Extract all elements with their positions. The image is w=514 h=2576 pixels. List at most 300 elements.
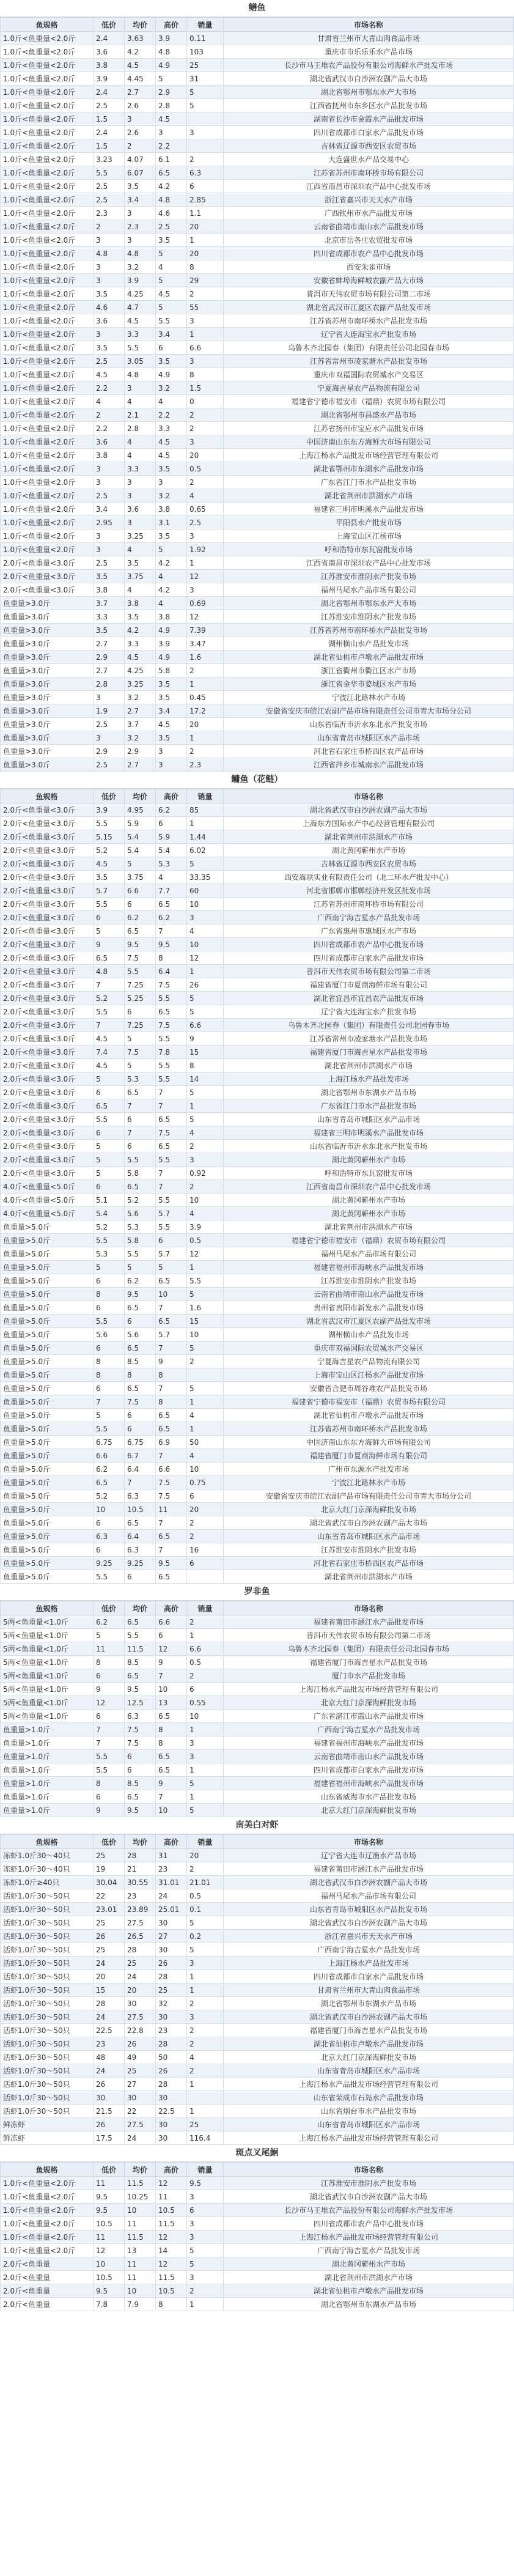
cell-avg: 6.3	[125, 1489, 156, 1503]
cell-spec: 1.0斤<鱼重量<2.0斤	[1, 2177, 94, 2190]
cell-market: 福建省厦门市海吉星水产品批发市场	[224, 1656, 514, 1669]
cell-high: 31	[156, 1849, 187, 1862]
cell-volume: 17.2	[187, 704, 224, 718]
cell-low: 7	[94, 1395, 125, 1409]
table-row	[1, 1557, 514, 1570]
cell-low: 3.7	[94, 597, 125, 610]
cell-volume: 8	[187, 1059, 224, 1072]
cell-volume: 15	[187, 1315, 224, 1328]
cell-spec: 1.0斤<鱼重量<2.0斤	[1, 59, 94, 72]
table-row	[1, 1086, 514, 1099]
cell-low: 3.8	[94, 59, 125, 72]
cell-avg: 27.5	[125, 1916, 156, 1930]
cell-avg: 20	[125, 1984, 156, 1997]
cell-spec: 1.0斤<鱼重量<2.0斤	[1, 516, 94, 530]
cell-spec: 鱼重量>5.0斤	[1, 1288, 94, 1301]
cell-spec: 1.0斤<鱼重量<2.0斤	[1, 489, 94, 503]
cell-low: 3	[94, 731, 125, 745]
cell-market: 湖北省仙桃市卢墩水产品批发市场	[224, 651, 514, 664]
cell-market: 广东省湛江市霞山水产品批发市场	[224, 1710, 514, 1723]
cell-low: 7	[94, 978, 125, 992]
cell-avg: 49	[125, 2051, 156, 2064]
cell-low: 3.5	[94, 341, 125, 355]
cell-high: 6	[156, 817, 187, 830]
cell-volume: 2	[187, 1140, 224, 1153]
cell-market: 湖南省长沙市金霞水产品批发市场	[224, 113, 514, 126]
cell-spec: 2.0斤<鱼重量<3.0斤	[1, 992, 94, 1005]
header-spec: 鱼规格	[1, 1835, 94, 1849]
cell-market: 江苏淮安市淮阴水产批发市场	[224, 2177, 514, 2190]
cell-high: 8	[156, 1723, 187, 1736]
cell-volume: 3	[187, 126, 224, 139]
table-header-row	[1, 1835, 514, 1849]
cell-market: 浙江省嘉兴市天天水产市场	[224, 193, 514, 207]
cell-volume: 0.5	[187, 1656, 224, 1669]
cell-spec: 活虾1.0斤30～50只	[1, 2051, 94, 2064]
cell-market: 西安海联实业有限责任公司（北二环水产批发中心）	[224, 871, 514, 884]
cell-high: 7	[156, 1790, 187, 1804]
cell-high: 3.5	[156, 677, 187, 691]
cell-low: 10	[94, 2257, 125, 2271]
cell-market: 乌鲁木齐北园春（集团）有限责任公司北园春市场	[224, 1642, 514, 1656]
cell-high: 6.5	[156, 1005, 187, 1019]
table-row	[1, 193, 514, 207]
table-row	[1, 1723, 514, 1736]
cell-volume: 50	[187, 1436, 224, 1449]
table-row	[1, 978, 514, 992]
cell-avg: 22.8	[125, 2024, 156, 2037]
table-row	[1, 2284, 514, 2298]
table-row	[1, 234, 514, 247]
cell-avg: 7.5	[125, 951, 156, 965]
cell-market: 四川省成都市农产品中心批发市场	[224, 938, 514, 951]
table-header-row	[1, 18, 514, 32]
table-row	[1, 462, 514, 476]
cell-avg: 21	[125, 1862, 156, 1876]
table-row	[1, 72, 514, 86]
table-row	[1, 1930, 514, 1943]
cell-avg: 5	[125, 1032, 156, 1046]
cell-avg: 7.5	[125, 1046, 156, 1059]
header-high: 高价	[156, 1601, 187, 1615]
cell-spec: 1.0斤<鱼重量<2.0斤	[1, 234, 94, 247]
cell-low: 6	[94, 1543, 125, 1557]
cell-high: 12	[156, 2231, 187, 2244]
cell-spec: 2.0斤<鱼重量<3.0斤	[1, 978, 94, 992]
cell-high: 3.2	[156, 382, 187, 395]
cell-volume: 20	[187, 1849, 224, 1862]
cell-volume: 10	[187, 1194, 224, 1207]
cell-avg: 8.5	[125, 1355, 156, 1368]
cell-high: 23	[156, 1862, 187, 1876]
table-row	[1, 637, 514, 651]
cell-low: 3.9	[94, 72, 125, 86]
cell-spec: 2.0斤<鱼重量<3.0斤	[1, 938, 94, 951]
cell-spec: 5两<鱼重量<1.0斤	[1, 1683, 94, 1696]
table-row	[1, 2064, 514, 2078]
cell-high: 5.5	[156, 1072, 187, 1086]
cell-market: 北京大红门京深海鲜批发市场	[224, 1696, 514, 1710]
cell-avg: 11	[125, 2217, 156, 2231]
cell-avg: 11.5	[125, 2231, 156, 2244]
cell-avg: 12.5	[125, 1696, 156, 1710]
table-row	[1, 126, 514, 139]
table-row	[1, 1903, 514, 1916]
table-row	[1, 2177, 514, 2190]
cell-low: 3	[94, 260, 125, 274]
cell-market: 湖北省武汉市白沙洲农副产品大市场	[224, 1516, 514, 1530]
price-table	[0, 1601, 514, 1817]
cell-low: 23	[94, 2037, 125, 2051]
cell-high: 6.5	[156, 898, 187, 911]
cell-volume: 103	[187, 45, 224, 59]
cell-avg: 6	[125, 1315, 156, 1328]
cell-market: 福州马尾水产品市场有限公司	[224, 583, 514, 597]
cell-avg: 3.3	[125, 637, 156, 651]
cell-spec: 1.0斤<鱼重量<2.0斤	[1, 449, 94, 462]
cell-market: 福建省莆田市涵江水产品批发市场	[224, 1862, 514, 1876]
cell-market: 上海江杨水产品批发市场经营管理有限公司	[224, 449, 514, 462]
cell-market: 安徽省安庆市皖江农副产品市场有限责任公司市青大市场分公司	[224, 704, 514, 718]
cell-high: 4.9	[156, 368, 187, 382]
cell-spec: 1.0斤<鱼重量<2.0斤	[1, 220, 94, 234]
table-row	[1, 857, 514, 871]
cell-avg: 30	[125, 2091, 156, 2105]
table-row	[1, 758, 514, 772]
cell-low: 2.5	[94, 180, 125, 193]
cell-high: 10.5	[156, 2204, 187, 2217]
cell-avg: 6.4	[125, 1530, 156, 1543]
cell-low: 2.2	[94, 422, 125, 435]
cell-market: 呼和浩特市东瓦窑批发市场	[224, 1167, 514, 1180]
cell-high: 6.2	[156, 803, 187, 817]
cell-spec: 鱼重量>5.0斤	[1, 1368, 94, 1382]
cell-low: 3.9	[94, 803, 125, 817]
cell-low: 6.2	[94, 1463, 125, 1476]
cell-volume: 1	[187, 2298, 224, 2311]
cell-spec: 鱼重量>1.0斤	[1, 1804, 94, 1817]
cell-avg: 7.5	[125, 1723, 156, 1736]
cell-spec: 鱼重量>5.0斤	[1, 1355, 94, 1368]
cell-high: 3	[156, 126, 187, 139]
cell-spec: 冻虾1.0斤≥40只	[1, 1876, 94, 1889]
cell-high: 6	[156, 1629, 187, 1642]
cell-avg: 5.5	[125, 341, 156, 355]
cell-low: 5.7	[94, 884, 125, 898]
cell-spec: 1.0斤<鱼重量<2.0斤	[1, 274, 94, 287]
header-market: 市场名称	[224, 1601, 514, 1615]
cell-spec: 1.0斤<鱼重量<2.0斤	[1, 86, 94, 99]
cell-avg: 6.3	[125, 1710, 156, 1723]
cell-low: 2.4	[94, 86, 125, 99]
cell-high: 8	[156, 1395, 187, 1409]
cell-spec: 鱼重量>3.0斤	[1, 624, 94, 637]
table-row	[1, 1355, 514, 1368]
cell-low: 48	[94, 2051, 125, 2064]
cell-low: 3.6	[94, 314, 125, 328]
cell-avg: 2.6	[125, 99, 156, 113]
cell-spec: 鱼重量>3.0斤	[1, 691, 94, 704]
cell-market: 江苏省苏州市南环桥市场有限公司	[224, 898, 514, 911]
cell-avg: 7.5	[125, 1736, 156, 1750]
cell-market: 湖北省武汉市白沙洲农副产品大市场	[224, 2010, 514, 2024]
cell-market: 山东省青岛市城阳区水产品市场	[224, 731, 514, 745]
cell-high: 3.5	[156, 731, 187, 745]
cell-avg: 24	[125, 2131, 156, 2145]
table-row	[1, 1710, 514, 1723]
cell-low: 3	[94, 530, 125, 543]
cell-volume: 3	[187, 2217, 224, 2231]
cell-low: 7.4	[94, 1046, 125, 1059]
cell-market: 广东省惠州市惠城区水产市场	[224, 924, 514, 938]
cell-low: 5.6	[94, 1328, 125, 1342]
cell-low: 11	[94, 2231, 125, 2244]
cell-low: 11	[94, 1642, 125, 1656]
table-row	[1, 718, 514, 731]
cell-volume: 1.44	[187, 830, 224, 844]
cell-market: 安徽省合肥市周谷堆农产品批发市场	[224, 1382, 514, 1395]
cell-low: 5.5	[94, 1113, 125, 1126]
cell-market: 山东省青岛市城阳区水产品批发市场	[224, 1903, 514, 1916]
cell-spec: 鱼重量>1.0斤	[1, 1736, 94, 1750]
cell-spec: 活虾1.0斤30～50只	[1, 2091, 94, 2105]
cell-volume: 26	[187, 978, 224, 992]
cell-market: 福建省厦门市海吉星水产品批发市场	[224, 2024, 514, 2037]
cell-market: 上海江杨水产品批发市场	[224, 1072, 514, 1086]
table-row	[1, 2231, 514, 2244]
cell-volume: 5.5	[187, 1274, 224, 1288]
table-row	[1, 992, 514, 1005]
cell-high: 4.8	[156, 45, 187, 59]
cell-low: 2.7	[94, 637, 125, 651]
cell-market: 湖北省鄂州市鄂东水产大市场	[224, 86, 514, 99]
cell-market: 云南省曲靖市南山水产品批发市场	[224, 220, 514, 234]
cell-volume: 3	[187, 435, 224, 449]
cell-spec: 鱼重量>3.0斤	[1, 651, 94, 664]
cell-volume: 2	[187, 1669, 224, 1683]
cell-avg: 3.25	[125, 677, 156, 691]
cell-high: 4.5	[156, 449, 187, 462]
cell-market: 重庆市双福国际农贸城水产交易区	[224, 1342, 514, 1355]
cell-high: 7	[156, 1543, 187, 1557]
cell-spec: 2.0斤<鱼重量<3.0斤	[1, 583, 94, 597]
cell-market: 重庆市市乐乐乐水产品市场	[224, 45, 514, 59]
cell-avg: 9.5	[125, 1804, 156, 1817]
cell-avg: 27.5	[125, 2118, 156, 2131]
cell-market: 普洱市天伟农贸市场有限公司第二市场	[224, 287, 514, 301]
table-row	[1, 328, 514, 341]
table-row	[1, 884, 514, 898]
cell-high: 3.5	[156, 530, 187, 543]
cell-volume: 3	[187, 1750, 224, 1763]
table-row	[1, 871, 514, 884]
cell-volume: 0.45	[187, 691, 224, 704]
cell-market: 广西南宁海吉星水产品批发市场	[224, 911, 514, 924]
cell-spec: 活虾1.0斤30～50只	[1, 1903, 94, 1916]
cell-high: 3	[156, 476, 187, 489]
cell-low: 8	[94, 1368, 125, 1382]
cell-high: 2.8	[156, 99, 187, 113]
cell-volume: 1.1	[187, 207, 224, 220]
cell-market: 北京大红门京深海鲜批发市场	[224, 2051, 514, 2064]
table-row	[1, 911, 514, 924]
cell-avg: 6	[125, 898, 156, 911]
cell-avg: 10	[125, 2284, 156, 2298]
cell-low: 2.7	[94, 664, 125, 677]
cell-spec: 活虾1.0斤30～50只	[1, 1916, 94, 1930]
cell-low: 2.9	[94, 745, 125, 758]
cell-spec: 2.0斤<鱼重量<3.0斤	[1, 1167, 94, 1180]
cell-spec: 1.0斤<鱼重量<2.0斤	[1, 113, 94, 126]
cell-avg: 6.5	[125, 1301, 156, 1315]
cell-avg: 9.5	[125, 1288, 156, 1301]
cell-avg: 30.55	[125, 1876, 156, 1889]
cell-avg: 2.1	[125, 408, 156, 422]
cell-high: 6.9	[156, 1436, 187, 1449]
cell-market: 江苏淮安市淮阴水产批发市场	[224, 1274, 514, 1288]
cell-avg: 3	[125, 113, 156, 126]
cell-avg: 13	[125, 2244, 156, 2257]
table-row	[1, 435, 514, 449]
cell-spec: 鱼重量>5.0斤	[1, 1409, 94, 1422]
cell-market: 福建省厦门市海吉星水产品批发市场	[224, 1046, 514, 1059]
table-row	[1, 610, 514, 624]
cell-high: 5.7	[156, 1247, 187, 1261]
cell-high: 3.4	[156, 704, 187, 718]
cell-avg: 8.5	[125, 1777, 156, 1790]
table-row	[1, 951, 514, 965]
cell-volume: 1	[187, 1984, 224, 1997]
cell-volume: 1.6	[187, 1301, 224, 1315]
table-row	[1, 99, 514, 113]
cell-low: 6	[94, 1274, 125, 1288]
cell-spec: 2.0斤<鱼重量<3.0斤	[1, 830, 94, 844]
cell-avg: 6.3	[125, 1543, 156, 1557]
cell-low: 6.2	[94, 1615, 125, 1629]
cell-market: 湖北省武汉市白沙洲农副产品大市场	[224, 2190, 514, 2204]
cell-avg: 6.2	[125, 911, 156, 924]
cell-high: 8	[156, 2298, 187, 2311]
table-row	[1, 355, 514, 368]
cell-high: 30	[156, 2131, 187, 2145]
cell-high: 5.5	[156, 1032, 187, 1046]
cell-spec: 5两<鱼重量<1.0斤	[1, 1629, 94, 1642]
cell-market: 福建省福州市海峡水产品批发市场	[224, 1261, 514, 1274]
table-row	[1, 516, 514, 530]
table-row	[1, 1849, 514, 1862]
cell-market: 山东省青岛市城阳区水产品市场	[224, 2064, 514, 2078]
cell-high: 4	[156, 260, 187, 274]
header-avg: 均价	[125, 789, 156, 803]
cell-avg: 3.2	[125, 691, 156, 704]
table-row	[1, 2217, 514, 2231]
table-row	[1, 583, 514, 597]
cell-high: 5.7	[156, 1328, 187, 1342]
cell-high: 4.6	[156, 207, 187, 220]
table-row	[1, 301, 514, 314]
cell-avg: 6	[125, 1422, 156, 1436]
cell-spec: 2.0斤<鱼重量<3.0斤	[1, 817, 94, 830]
cell-market: 山东省青岛市城阳区水产品市场	[224, 2118, 514, 2131]
cell-low: 8	[94, 1288, 125, 1301]
cell-high: 8	[156, 951, 187, 965]
cell-market: 浙江省金华市婺城区水产市场	[224, 677, 514, 691]
cell-volume: 5	[187, 1916, 224, 1930]
cell-spec: 5两<鱼重量<1.0斤	[1, 1710, 94, 1723]
cell-volume: 1	[187, 965, 224, 978]
table-row	[1, 2131, 514, 2145]
cell-high: 10	[156, 1804, 187, 1817]
cell-spec: 鱼重量>5.0斤	[1, 1543, 94, 1557]
cell-high: 10	[156, 1288, 187, 1301]
cell-spec: 鱼重量>5.0斤	[1, 1557, 94, 1570]
cell-high: 3.5	[156, 355, 187, 368]
table-row	[1, 2244, 514, 2257]
cell-low: 5.5	[94, 817, 125, 830]
table-row	[1, 86, 514, 99]
cell-low: 3.5	[94, 624, 125, 637]
cell-volume: 12	[187, 951, 224, 965]
cell-high: 6.5	[156, 166, 187, 180]
cell-spec: 2.0斤<鱼重量<3.0斤	[1, 1005, 94, 1019]
cell-market: 湖北省荆州市洪湖水产市场	[224, 1059, 514, 1072]
table-row	[1, 1342, 514, 1355]
cell-high: 12	[156, 2257, 187, 2271]
cell-low: 9.5	[94, 2284, 125, 2298]
table-row	[1, 1957, 514, 1970]
cell-spec: 鱼重量>5.0斤	[1, 1570, 94, 1584]
cell-volume: 5	[187, 1804, 224, 1817]
cell-spec: 鱼重量>5.0斤	[1, 1328, 94, 1342]
cell-spec: 1.0斤<鱼重量<2.0斤	[1, 355, 94, 368]
cell-low: 12	[94, 1696, 125, 1710]
cell-market: 湖州横山水产品批发市场	[224, 1328, 514, 1342]
table-row	[1, 651, 514, 664]
header-market: 市场名称	[224, 789, 514, 803]
cell-low: 6	[94, 911, 125, 924]
cell-volume: 2	[187, 1530, 224, 1543]
cell-volume: 8	[187, 260, 224, 274]
cell-low: 8	[94, 1355, 125, 1368]
cell-volume: 1.5	[187, 382, 224, 395]
cell-high: 25.01	[156, 1903, 187, 1916]
table-row	[1, 2024, 514, 2037]
cell-market: 山东省荣成市石岛水产品批发市场	[224, 2091, 514, 2105]
cell-volume: 31	[187, 72, 224, 86]
table-row	[1, 1436, 514, 1449]
cell-avg: 28	[125, 1943, 156, 1957]
cell-market: 广西钦州市水产品批发市场	[224, 207, 514, 220]
cell-low: 4.8	[94, 247, 125, 260]
table-row	[1, 2190, 514, 2204]
cell-avg: 30	[125, 1997, 156, 2010]
cell-market: 江西省南昌市深圳农产品中心批发市场	[224, 1180, 514, 1194]
table-row	[1, 1328, 514, 1342]
table-row	[1, 2257, 514, 2271]
cell-high: 6.5	[156, 1763, 187, 1777]
header-avg: 均价	[125, 1835, 156, 1849]
table-row	[1, 556, 514, 570]
cell-avg: 4.2	[125, 624, 156, 637]
cell-market: 湖北省鄂州市东湖水产品市场	[224, 2298, 514, 2311]
cell-spec: 鱼重量>5.0斤	[1, 1220, 94, 1234]
cell-high: 11	[156, 2190, 187, 2204]
cell-market: 山东省威海市水产品批发市场	[224, 1790, 514, 1804]
header-volume: 销量	[187, 1835, 224, 1849]
cell-low: 28	[94, 1997, 125, 2010]
cell-high: 2.2	[156, 408, 187, 422]
cell-low: 6	[94, 1126, 125, 1140]
